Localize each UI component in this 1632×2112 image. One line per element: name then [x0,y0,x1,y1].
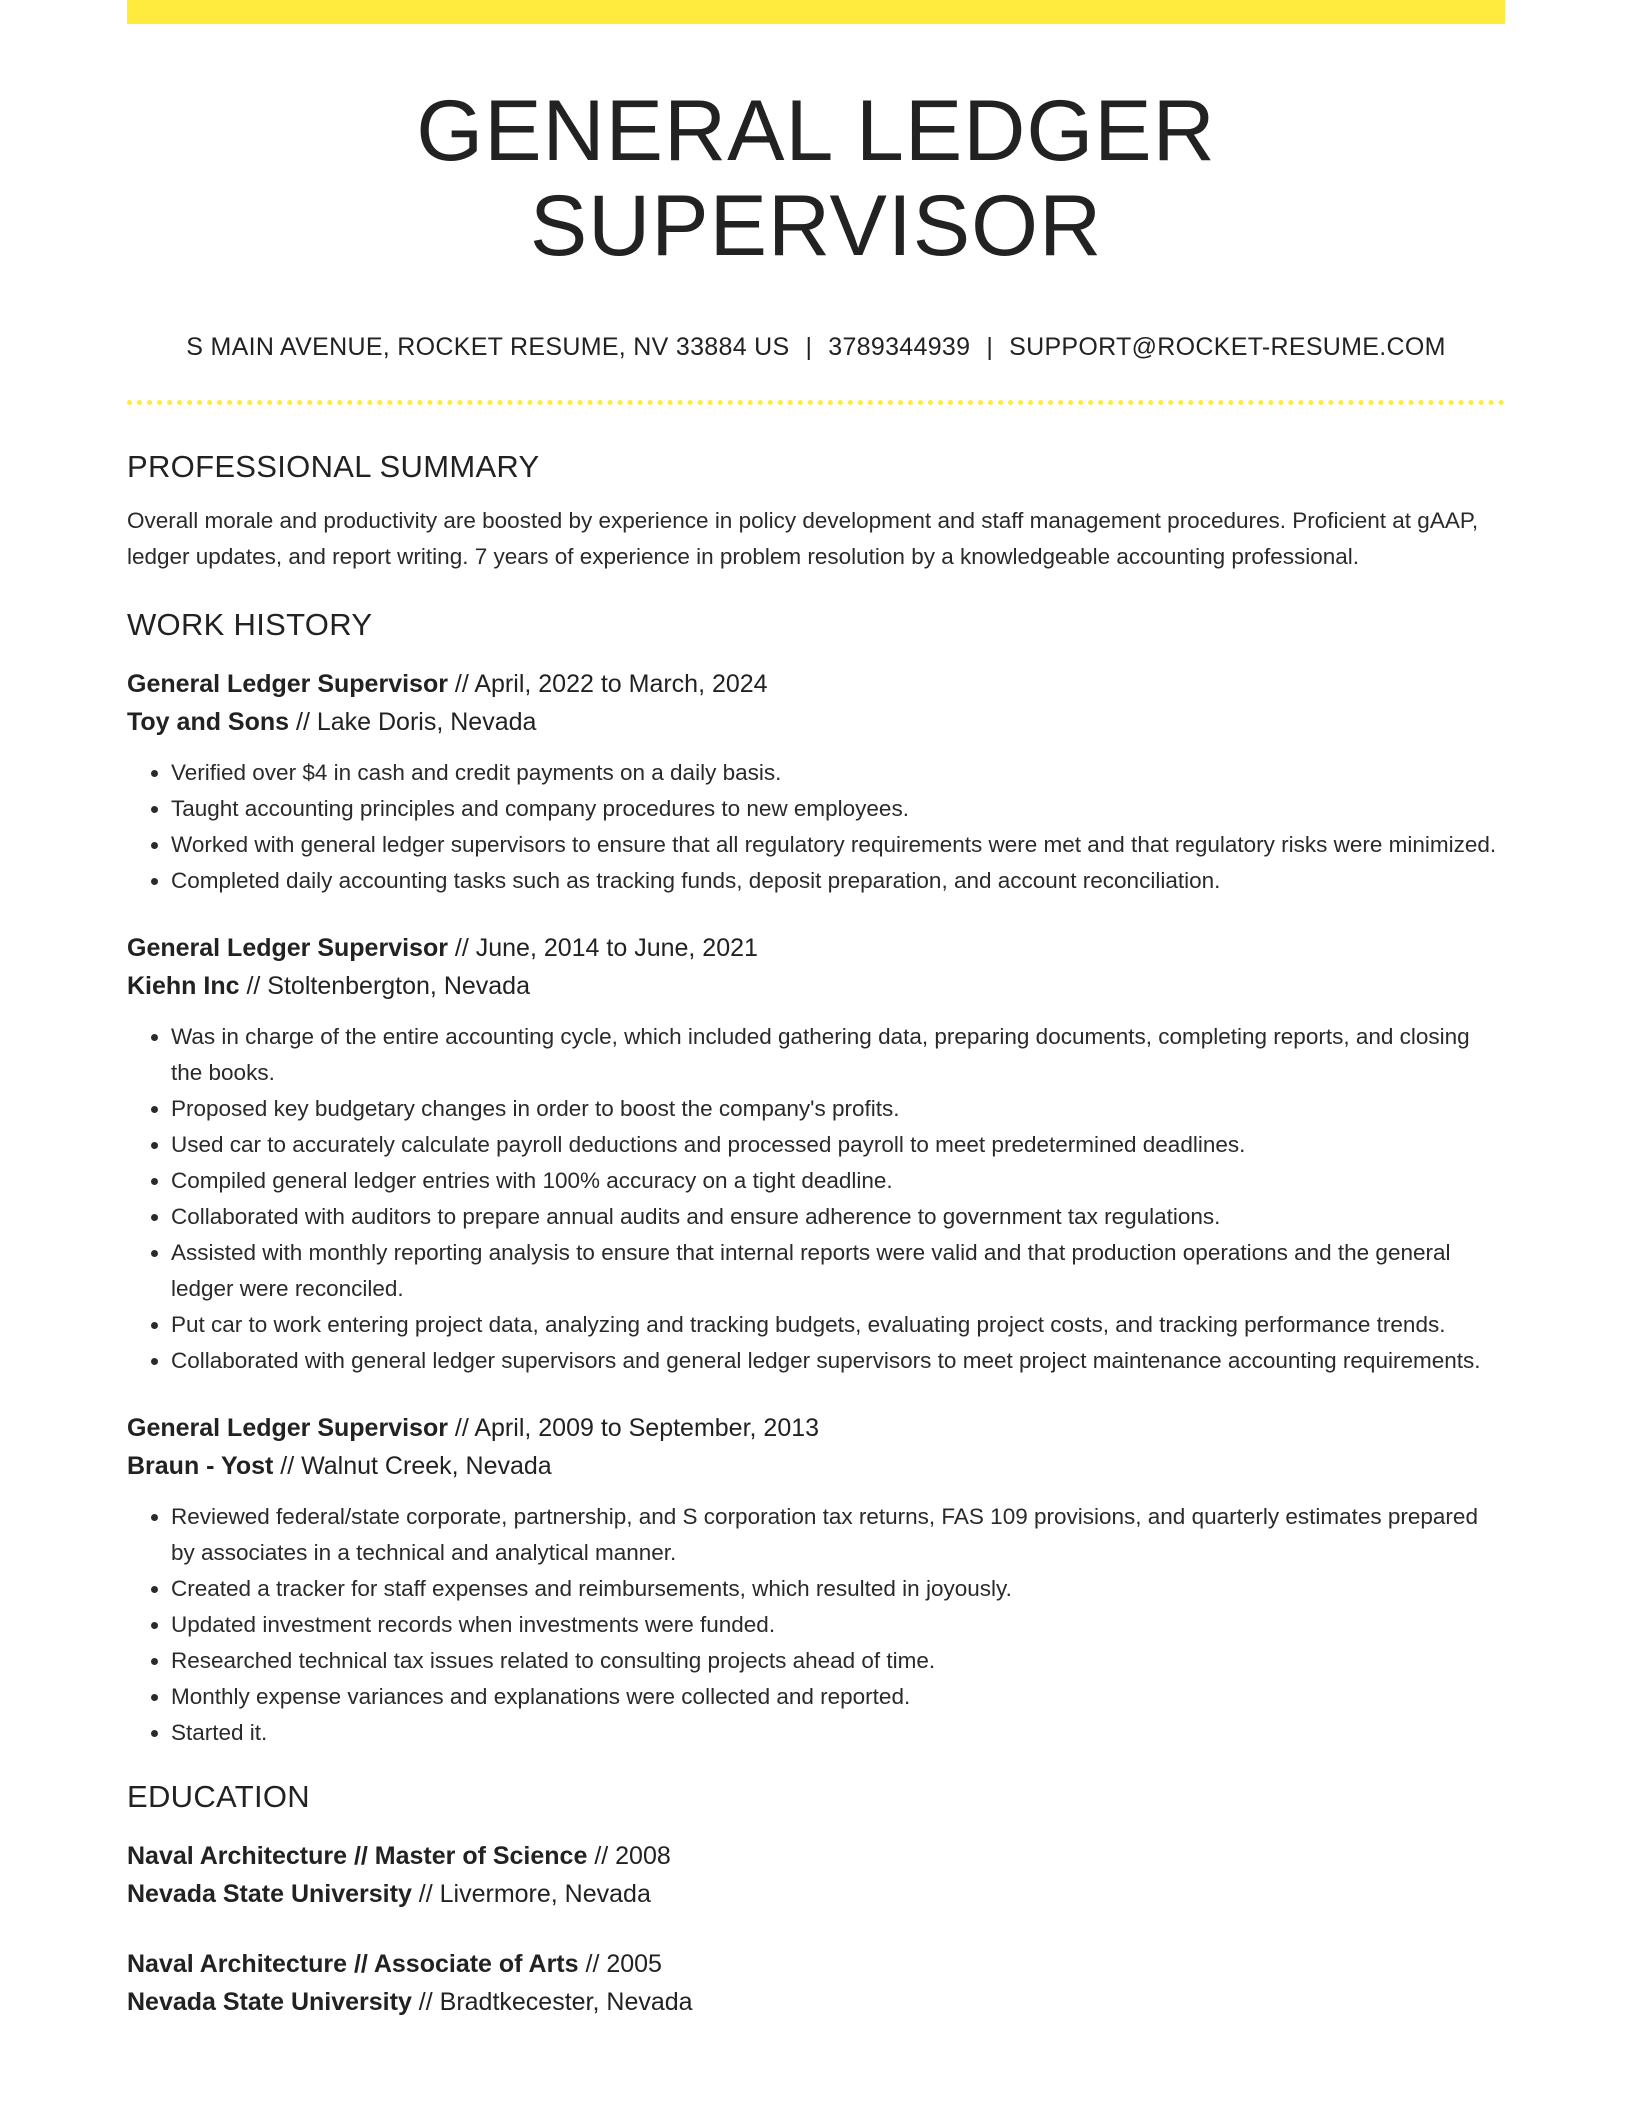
education-school-line [127,1875,1505,1913]
job-bullet: • Taught accounting principles and company procedures to new employees. [171,791,1505,827]
job-role: General Ledger Supervisor [127,934,448,963]
education-school: Nevada State University [127,1880,412,1909]
work-history-heading: WORK HISTORY [127,607,373,643]
job-role: General Ledger Supervisor [127,670,448,699]
education-entry [127,1945,1505,2021]
resume-page [127,0,1505,2021]
education-year: // 2008 [587,1842,671,1871]
contact-separator: | [805,333,813,362]
job-bullet: • Verified over $4 in cash and credit payments on a daily basis. [171,755,1505,791]
top-accent-bar [127,0,1505,24]
job-location: // Stoltenbergton, Nevada [239,972,530,1001]
job-location: // Lake Doris, Nevada [289,708,537,737]
job-bullet: • Created a tracker for staff expenses and reimbursements, which resulted in joyously. [171,1571,1505,1607]
job-bullet: • Reviewed federal/state corporate, partnership, and S corporation tax returns, FAS 109 provisions, and quarterly estimates prepared by associates in a technical and analytical manner. [171,1499,1505,1571]
job-location: // Walnut Creek, Nevada [273,1452,552,1481]
job-bullet: • Used car to accurately calculate payroll deductions and processed payroll to meet predetermined deadlines. [171,1127,1505,1163]
job-entry [127,929,1505,1379]
job-bullet: • Worked with general ledger supervisors to ensure that all regulatory requirements were met and that regulatory risks were minimized. [171,827,1505,863]
summary-text: Overall morale and productivity are boosted by experience in policy development and staff management procedures. Proficient at gAAP, ledger updates, and report writing. 7 years of experience in problem resolution by a knowledgeable accounting professional. [127,508,1479,570]
education-entry [127,1837,1505,1913]
education-location: // Livermore, Nevada [411,1880,651,1909]
summary-heading: PROFESSIONAL SUMMARY [127,449,540,485]
job-company-line [127,1447,1505,1485]
education-school: Nevada State University [127,1988,412,2017]
education-degree-line [127,1837,1505,1875]
job-bullets [127,1019,1505,1379]
job-bullets [127,1499,1505,1751]
resume-name: GENERAL LEDGER SUPERVISOR [416,83,1216,274]
dotted-divider [127,400,1505,405]
education-degree-line [127,1945,1505,1983]
education-location: // Bradtkecester, Nevada [411,1988,693,2017]
education-degree: Naval Architecture // Associate of Arts [127,1950,579,1979]
contact-separator: | [986,333,994,362]
job-role-line [127,1409,1505,1447]
education-school-line [127,1983,1505,2021]
job-bullet: • Updated investment records when investments were funded. [171,1607,1505,1643]
education-degree: Naval Architecture // Master of Science [127,1842,588,1871]
job-bullet: • Put car to work entering project data, analyzing and tracking budgets, evaluating project costs, and tracking performance trends. [171,1307,1505,1343]
job-bullet: • Proposed key budgetary changes in order to boost the company's profits. [171,1091,1505,1127]
job-bullets [127,755,1505,899]
job-dates: // April, 2022 to March, 2024 [447,670,768,699]
job-company: Toy and Sons [127,708,290,737]
job-bullet: • Collaborated with auditors to prepare annual audits and ensure adherence to government tax regulations. [171,1199,1505,1235]
job-company: Kiehn Inc [127,972,240,1001]
job-bullet: • Monthly expense variances and explanations were collected and reported. [171,1679,1505,1715]
job-dates: // June, 2014 to June, 2021 [447,934,758,963]
contact-email[interactable]: SUPPORT@ROCKET-RESUME.COM [1009,333,1446,362]
education-year: // 2005 [578,1950,662,1979]
job-bullet: • Compiled general ledger entries with 100% accuracy on a tight deadline. [171,1163,1505,1199]
job-role: General Ledger Supervisor [127,1414,448,1443]
education-heading: EDUCATION [127,1779,310,1815]
contact-phone: 3789344939 [828,333,971,362]
job-bullet: • Researched technical tax issues related to consulting projects ahead of time. [171,1643,1505,1679]
contact-address: S MAIN AVENUE, ROCKET RESUME, NV 33884 US [186,333,790,362]
job-company: Braun - Yost [127,1452,274,1481]
job-role-line [127,929,1505,967]
job-company-line [127,967,1505,1005]
job-entry [127,1409,1505,1751]
job-company-line [127,703,1505,741]
job-bullet: • Was in charge of the entire accounting cycle, which included gathering data, preparing documents, completing reports, and closing the books. [171,1019,1505,1091]
job-entry [127,665,1505,899]
job-role-line [127,665,1505,703]
job-dates: // April, 2009 to September, 2013 [447,1414,820,1443]
job-bullet: • Completed daily accounting tasks such as tracking funds, deposit preparation, and account reconciliation. [171,863,1505,899]
job-bullet: • Started it. [171,1715,1505,1751]
job-bullet: • Collaborated with general ledger supervisors and general ledger supervisors to meet project maintenance accounting requirements. [171,1343,1505,1379]
contact-line [127,333,1505,362]
job-bullet: • Assisted with monthly reporting analysis to ensure that internal reports were valid and that production operations and the general ledger were reconciled. [171,1235,1505,1307]
